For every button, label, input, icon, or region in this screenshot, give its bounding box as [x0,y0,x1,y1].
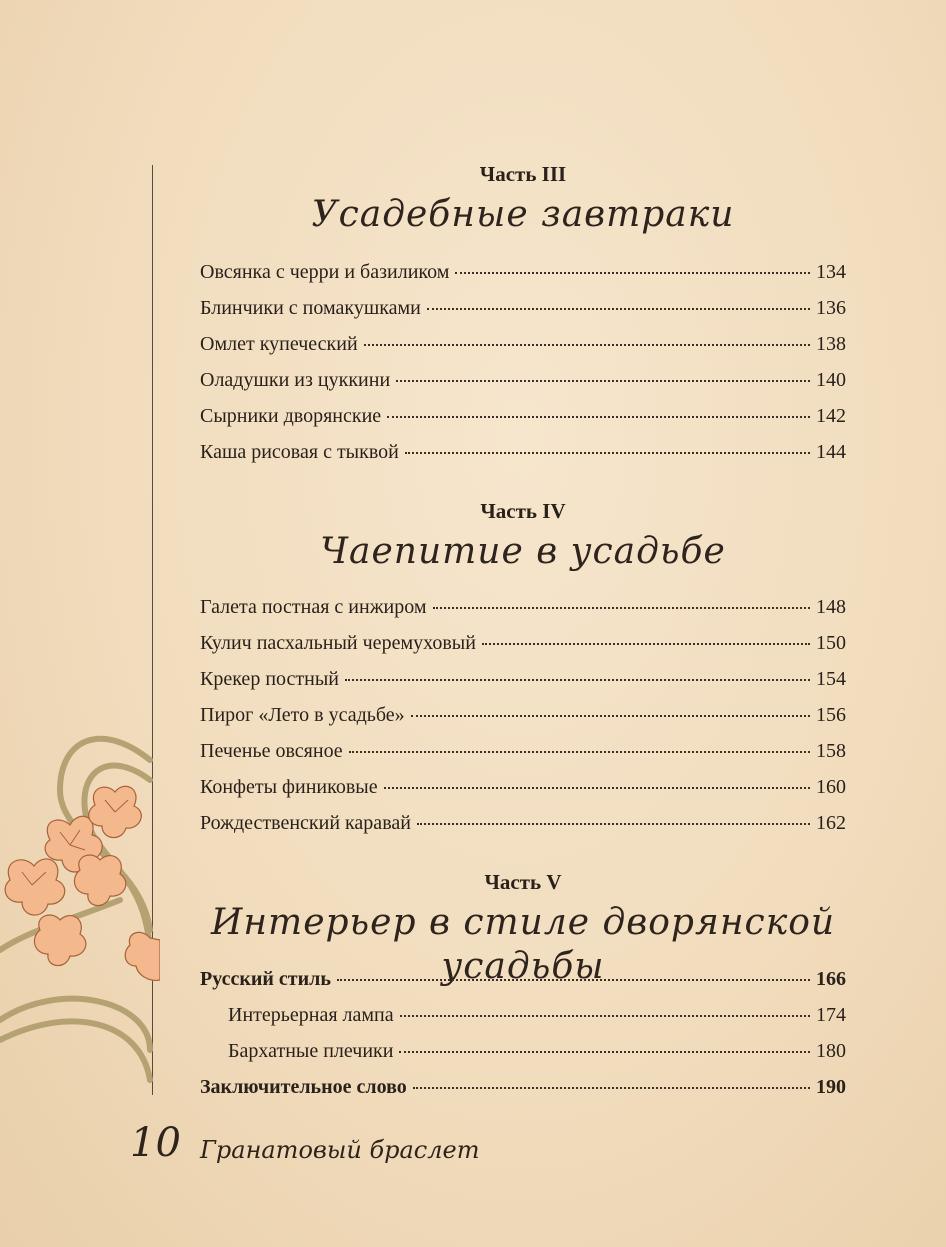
book-title: Гранатовый браслет [200,1136,480,1164]
toc-entry-page: 142 [816,405,846,427]
dot-leader [413,1069,810,1089]
toc-entry-label: Печенье овсяное [200,740,343,762]
dot-leader [400,997,810,1017]
toc-entry-page: 166 [816,968,846,990]
section-title: Интерьер в стиле дворянской усадьбы [210,902,836,987]
toc-entry-page: 158 [816,740,846,762]
toc-entry[interactable] [200,961,846,997]
toc-entry-label: Каша рисовая с тыквой [200,441,399,463]
toc-entry-page: 134 [816,261,846,283]
toc-entry[interactable] [200,1033,846,1069]
toc-entry[interactable] [200,362,846,398]
section-title: Чаепитие в усадьбе [320,531,726,572]
dot-leader [433,589,810,609]
toc-list [200,254,846,470]
dot-leader [364,326,810,346]
part-heading: Часть III [479,162,567,186]
toc-entry[interactable] [200,290,846,326]
toc-entry[interactable] [200,697,846,733]
toc-entry[interactable] [200,254,846,290]
toc-entry-page: 136 [816,297,846,319]
toc-entry-page: 174 [816,1004,846,1026]
toc-entry-page: 148 [816,596,846,618]
toc-entry-label: Оладушки из цуккини [200,369,391,391]
part-heading: Часть V [484,870,562,894]
toc-entry-page: 138 [816,333,846,355]
floral-ornament-icon [0,720,160,1090]
toc-entry-label: Русский стиль [200,968,331,990]
toc-entry-label: Крекер постный [200,668,339,690]
toc-entry-page: 140 [816,369,846,391]
dot-leader [482,625,810,645]
toc-entry-label: Сырники дворянские [200,405,382,427]
dot-leader [345,661,810,681]
toc-entry-label: Овсянка с черри и базиликом [200,261,450,283]
toc-entry-label: Блинчики с помакушками [200,297,421,319]
page-number: 10 [130,1120,181,1166]
dot-leader [411,697,810,717]
dot-leader [399,1033,810,1053]
toc-entry[interactable] [200,733,846,769]
toc-entry-page: 190 [816,1076,846,1098]
toc-entry-label: Омлет купеческий [200,333,358,355]
toc-entry[interactable] [200,769,846,805]
toc-list [200,961,846,1105]
toc-entry-page: 160 [816,776,846,798]
toc-entry[interactable] [200,398,846,434]
toc-entry-label: Бархатные плечики [228,1040,394,1062]
toc-entry-label: Галета постная с инжиром [200,596,427,618]
dot-leader [349,733,810,753]
toc-entry-label: Конфеты финиковые [200,776,378,798]
toc-entry[interactable] [200,434,846,470]
dot-leader [405,434,810,454]
dot-leader [417,805,810,825]
toc-entry-page: 154 [816,668,846,690]
toc-entry-label: Кулич пасхальный черемуховый [200,632,476,654]
toc-entry-page: 156 [816,704,846,726]
toc-entry-label: Рождественский каравай [200,812,411,834]
toc-entry[interactable] [200,326,846,362]
dot-leader [427,290,810,310]
dot-leader [455,254,810,274]
section-title: Усадебные завтраки [311,194,735,235]
toc-entry[interactable] [200,589,846,625]
part-heading: Часть IV [480,499,566,523]
toc-entry-page: 144 [816,441,846,463]
dot-leader [384,769,810,789]
toc-entry[interactable] [200,805,846,841]
toc-entry[interactable] [200,1069,846,1105]
dot-leader [387,398,810,418]
toc-entry-page: 180 [816,1040,846,1062]
toc-entry-label: Заключительное слово [200,1076,407,1098]
toc-list [200,589,846,841]
toc-entry[interactable] [200,625,846,661]
toc-entry[interactable] [200,997,846,1033]
dot-leader [337,961,810,981]
toc-entry-label: Интерьерная лампа [228,1004,394,1026]
dot-leader [396,362,810,382]
toc-entry[interactable] [200,661,846,697]
toc-entry-page: 150 [816,632,846,654]
toc-entry-page: 162 [816,812,846,834]
toc-entry-label: Пирог «Лето в усадьбе» [200,704,405,726]
